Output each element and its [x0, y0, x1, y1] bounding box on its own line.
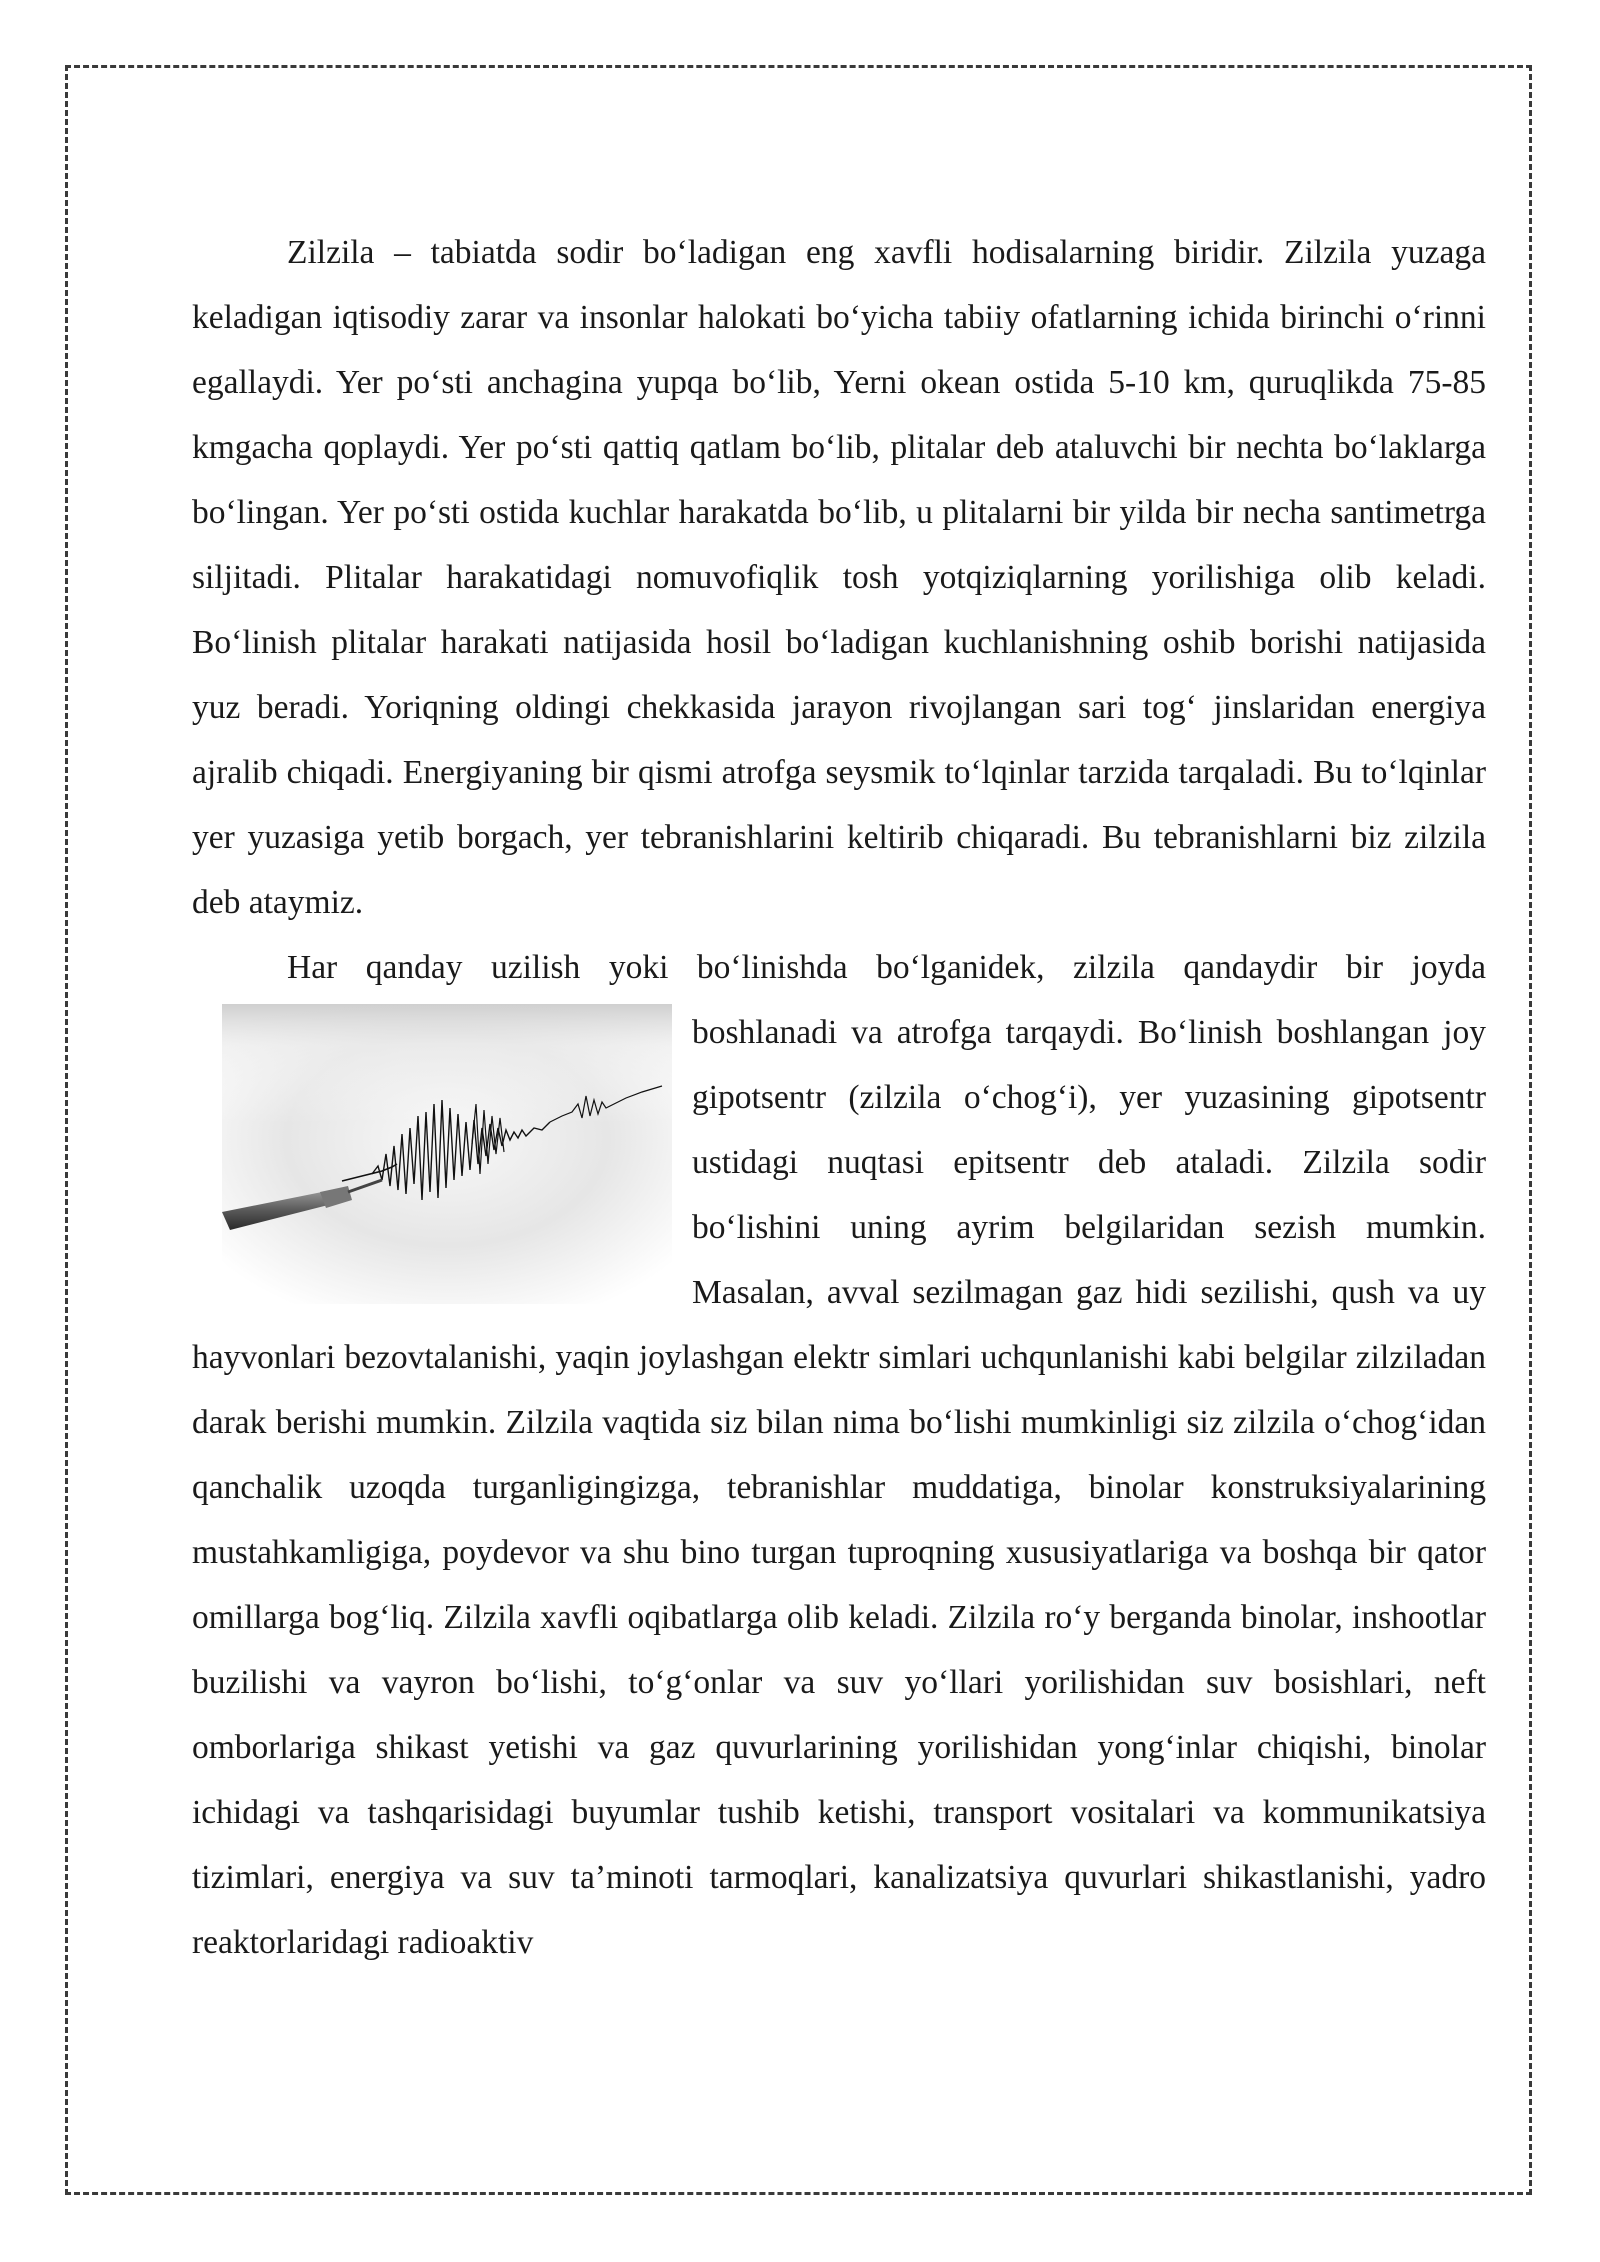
paragraph-1: Zilzila – tabiatda sodir bo‘ladigan eng xavfli hodisalarning biridir. Zilzila yuzaga keladigan iqtisodiy zarar va insonlar halokati bo‘yicha tabiiy ofatlarning ichida birinchi o‘rinni egallaydi. Yer po‘sti anchagina yupqa bo‘lib, Yerni okean ostida 5-10 km, quruqlikda 75-85 kmgacha qoplaydi. Yer po‘sti qattiq qatlam bo‘lib, plitalar deb ataluvchi bir nechta bo‘laklarga bo‘lingan. Yer po‘sti ostida kuchlar harakatda bo‘lib, u plitalarni bir yilda bir necha santimetrga siljitadi. Plitalar harakatidagi nomuvofiqlik tosh yotqiziqlarning yorilishiga olib keladi. Bo‘linish plitalar harakati natijasida hosil bo‘ladigan kuchlanishning oshib borishi natijasida yuz beradi. Yoriqning oldingi chekkasida jarayon rivojlangan sari tog‘ jinslaridan energiya ajralib chiqadi. Energiyaning bir qismi atrofga seysmik to‘lqinlar tarzida tarqaladi. Bu to‘lqinlar yer yuzasiga yetib borgach, yer tebranishlarini keltirib chiqaradi. Bu tebranishlarni biz zilzila deb ataymiz. [192, 234, 1486, 921]
seismograph-image [192, 1000, 692, 1325]
document-body [192, 220, 1486, 1975]
paragraph-2-first-line: Har qanday uzilish yoki bo‘linishda bo‘lganidek, zilzila qandaydir bir joyda [287, 949, 1486, 986]
seismograph-icon [222, 1004, 672, 1304]
paragraph-2-body: boshlanadi va atrofga tarqaydi. Bo‘linish boshlangan joy gipotsentr (zilzila o‘chog‘i), yer yuzasining gipotsentr ustidagi nuqtasi epitsentr deb ataladi. Zilzila sodir bo‘lishini uning ayrim belgilaridan sezish mumkin. Masalan, avval sezilmagan gaz hidi sezilishi, qush va uy hayvonlari bezovtalanishi, yaqin joylashgan elektr simlari uchqunlanishi kabi belgilar zilziladan darak berishi mumkin. Zilzila vaqtida siz bilan nima bo‘lishi mumkinligi siz zilzila o‘chog‘idan qanchalik uzoqda turganligingizga, tebranishlar muddatiga, binolar konstruksiyalarining mustahkamligiga, poydevor va shu bino turgan tuproqning xususiyatlariga va boshqa bir qator omillarga bog‘liq. Zilzila xavfli oqibatlarga olib keladi. Zilzila ro‘y berganda binolar, inshootlar buzilishi va vayron bo‘lishi, to‘g‘onlar va suv yo‘llari yorilishidan suv bosishlari, neft omborlariga shikast yetishi va gaz quvurlarining yorilishidan yong‘inlar chiqishi, binolar ichidagi va tashqarisidagi buyumlar tushib ketishi, transport vositalari va kommunikatsiya tizimlari, energiya va suv ta’minoti tarmoqlari, kanalizatsiya quvurlari shikastlanishi, yadro reaktorlaridagi radioaktiv [192, 1014, 1486, 1961]
